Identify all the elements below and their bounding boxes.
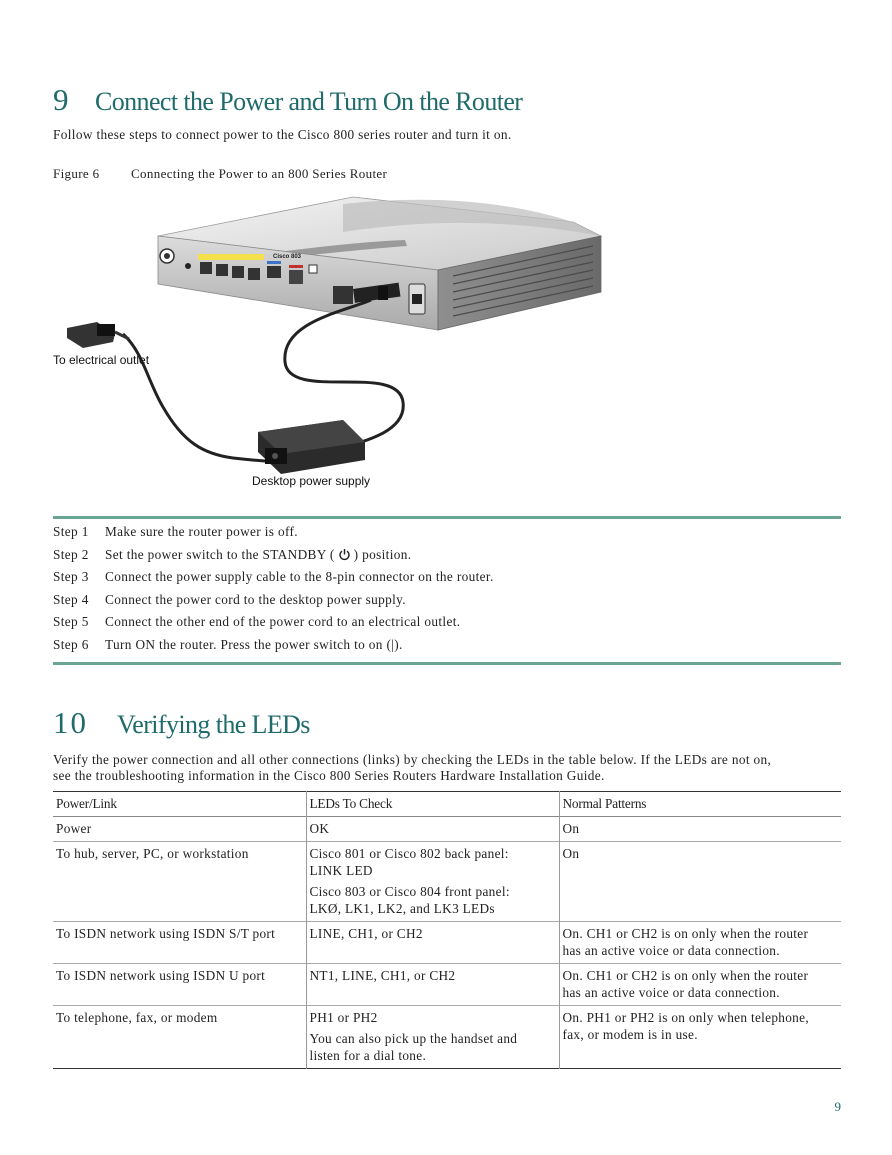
step-text: Turn ON the router. Press the power switch to on (|). xyxy=(105,636,403,652)
cell-text: LINK LED xyxy=(309,863,373,878)
router-model-label: Cisco 803 xyxy=(273,254,302,260)
router-illustration xyxy=(53,192,613,497)
steps-top-rule xyxy=(53,516,841,519)
cell-text: has an active voice or data connection. xyxy=(562,943,780,958)
section-10-title: Verifying the LEDs xyxy=(117,710,310,739)
step-row xyxy=(53,637,841,660)
cell-link: To telephone, fax, or modem xyxy=(56,1010,218,1025)
cell-pattern xyxy=(559,817,841,842)
table-row xyxy=(53,964,841,1006)
cell-leds xyxy=(306,842,559,922)
cell-text: OK xyxy=(309,821,330,836)
section-9-number: 9 xyxy=(53,82,71,117)
figure-caption xyxy=(53,166,387,182)
cell-pattern xyxy=(559,1006,841,1069)
cell-text: NT1, LINE, CH1, or CH2 xyxy=(309,968,456,983)
step-number: Step 3 xyxy=(53,569,89,585)
led-table xyxy=(53,791,841,1069)
step-text: Connect the other end of the power cord to an electrical outlet. xyxy=(105,614,461,630)
section-10-intro-line-2: see the troubleshooting information in the Cisco 800 Series Routers Hardware Installation Guide. xyxy=(53,768,605,783)
step-row xyxy=(53,547,841,570)
section-9-title: Connect the Power and Turn On the Router xyxy=(95,87,523,116)
step-text-before: Set the power switch to the STANDBY ( xyxy=(105,546,335,562)
step-number: Step 5 xyxy=(53,614,89,630)
step-text: Connect the power cord to the desktop power supply. xyxy=(105,591,406,607)
step-row xyxy=(53,569,841,592)
cell-text: On xyxy=(562,846,580,861)
cell-pattern xyxy=(559,842,841,922)
column-header-leds-to-check: LEDs To Check xyxy=(306,792,559,817)
step-row xyxy=(53,592,841,615)
cell-text: LINE, CH1, or CH2 xyxy=(309,926,423,941)
step-row xyxy=(53,524,841,547)
cell-text: On. CH1 or CH2 is on only when the router xyxy=(562,926,809,941)
cell-link: To ISDN network using ISDN U port xyxy=(56,968,266,983)
cell-leds xyxy=(306,1006,559,1069)
steps-bottom-rule xyxy=(53,662,841,665)
cell-link: To ISDN network using ISDN S/T port xyxy=(56,926,276,941)
figure-label: Figure 6 xyxy=(53,166,100,181)
figure-caption-text: Connecting the Power to an 800 Series Router xyxy=(131,166,388,181)
cell-text: fax, or modem is in use. xyxy=(562,1027,698,1042)
step-row xyxy=(53,614,841,637)
page-number: 9 xyxy=(834,1099,841,1114)
step-text: Make sure the router power is off. xyxy=(105,524,298,539)
section-10-intro-line-1: Verify the power connection and all other connections (links) by checking the LEDs in the table below. If the LEDs are not on, xyxy=(53,752,772,767)
cell-leds xyxy=(306,817,559,842)
step-text-after: ) position. xyxy=(353,546,412,562)
cell-pattern xyxy=(559,964,841,1006)
cell-link: Power xyxy=(56,821,92,836)
cell-leds xyxy=(306,964,559,1006)
cell-text: On. CH1 or CH2 is on only when the router xyxy=(562,968,809,983)
cell-text: LKØ, LK1, LK2, and LK3 LEDs xyxy=(309,901,495,916)
step-number: Step 2 xyxy=(53,546,89,562)
step-number: Step 6 xyxy=(53,636,89,652)
step-number: Step 4 xyxy=(53,591,89,607)
callout-electrical-outlet: To electrical outlet xyxy=(53,353,150,367)
table-row xyxy=(53,817,841,842)
cell-text: has an active voice or data connection. xyxy=(562,985,780,1000)
led-table-header-row xyxy=(53,792,841,817)
section-10-heading xyxy=(53,705,310,741)
step-text xyxy=(105,547,411,570)
section-10-number: 10 xyxy=(53,705,88,740)
cell-text: listen for a dial tone. xyxy=(309,1048,427,1063)
steps-list xyxy=(53,524,841,660)
document-page xyxy=(53,0,841,1155)
step-number: Step 1 xyxy=(53,524,89,539)
table-row xyxy=(53,1006,841,1069)
cell-text: On xyxy=(562,821,580,836)
cell-text: Cisco 801 or Cisco 802 back panel: xyxy=(309,846,509,861)
callout-desktop-power-supply: Desktop power supply xyxy=(252,474,371,488)
column-header-normal-patterns: Normal Patterns xyxy=(559,792,841,817)
standby-icon xyxy=(338,548,351,561)
table-row xyxy=(53,842,841,922)
step-text: Connect the power supply cable to the 8-pin connector on the router. xyxy=(105,569,494,585)
section-9-heading xyxy=(53,82,522,118)
section-9-intro: Follow these steps to connect power to the Cisco 800 series router and turn it on. xyxy=(53,127,512,142)
column-header-power-link: Power/Link xyxy=(56,796,117,811)
cell-text: Cisco 803 or Cisco 804 front panel: xyxy=(309,884,510,899)
router-power-figure xyxy=(53,192,613,497)
cell-pattern xyxy=(559,922,841,964)
cell-text: On. PH1 or PH2 is on only when telephone, xyxy=(562,1010,809,1025)
table-row xyxy=(53,922,841,964)
cell-text: You can also pick up the handset and xyxy=(309,1031,518,1046)
cell-leds xyxy=(306,922,559,964)
cell-link: To hub, server, PC, or workstation xyxy=(56,846,249,861)
cell-text: PH1 or PH2 xyxy=(309,1010,378,1025)
